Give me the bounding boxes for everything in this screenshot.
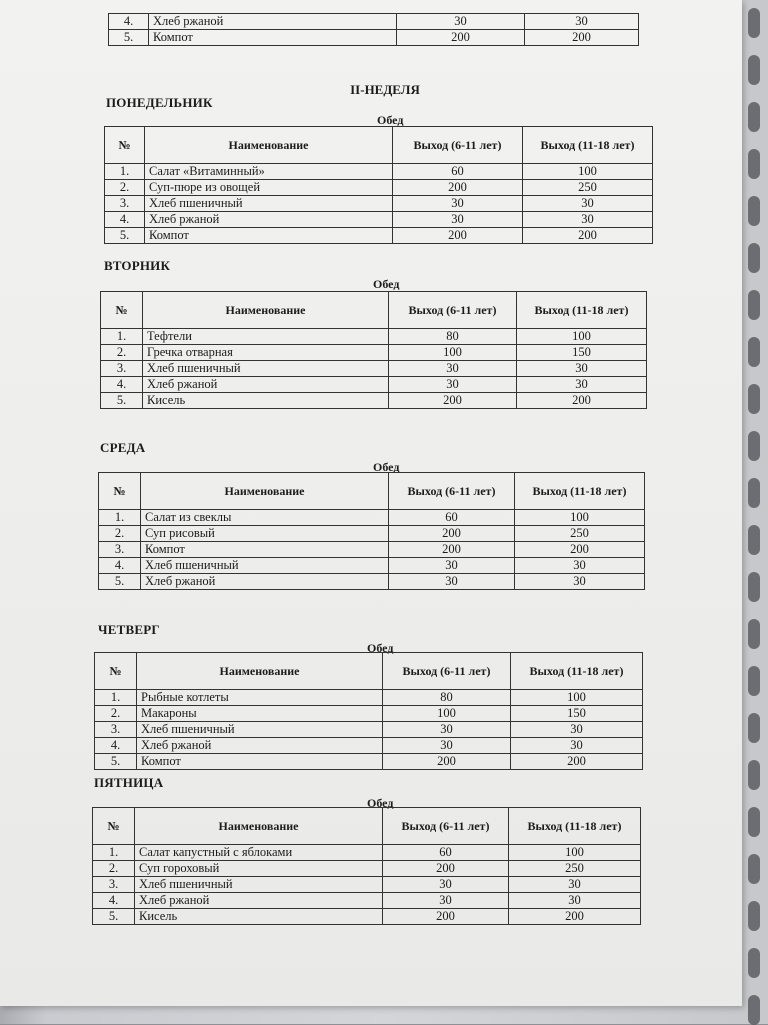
dish-name: Салат капустный с яблоками — [135, 845, 383, 861]
binder-hole — [748, 666, 760, 696]
portion-6-11: 30 — [383, 722, 511, 738]
table-row — [95, 738, 643, 754]
row-number: 2. — [105, 180, 145, 196]
dish-name: Хлеб пшеничный — [135, 877, 383, 893]
row-number: 2. — [101, 345, 143, 361]
binder-hole — [748, 55, 760, 85]
portion-6-11: 200 — [393, 180, 523, 196]
binder-hole — [748, 948, 760, 978]
binder-hole — [748, 243, 760, 273]
week-title: II-НЕДЕЛЯ — [350, 82, 420, 97]
portion-6-11: 200 — [383, 861, 509, 877]
dish-name: Хлеб ржаной — [143, 377, 389, 393]
binder-hole — [748, 149, 760, 179]
portion-6-11: 30 — [393, 212, 523, 228]
header-number: № — [105, 127, 145, 164]
header-row — [95, 653, 643, 690]
meal-label: Обед — [377, 113, 404, 127]
binder-hole — [748, 901, 760, 931]
portion-11-18: 30 — [511, 738, 643, 754]
header-number: № — [95, 653, 137, 690]
menu-table — [104, 126, 653, 244]
binder-hole — [748, 290, 760, 320]
row-number: 3. — [99, 542, 141, 558]
menu-table — [98, 472, 645, 590]
dish-name: Кисель — [135, 909, 383, 925]
dish-name: Компот — [137, 754, 383, 770]
table-row — [101, 345, 647, 361]
portion-6-11: 80 — [389, 329, 517, 345]
portion-6-11: 30 — [389, 574, 515, 590]
row-number: 1. — [101, 329, 143, 345]
portion-11-18: 250 — [523, 180, 653, 196]
row-number: 4. — [99, 558, 141, 574]
binder-hole — [748, 102, 760, 132]
header-number: № — [99, 473, 141, 510]
table-row — [101, 393, 647, 409]
day-heading: ПОНЕДЕЛЬНИК — [106, 95, 213, 110]
table-row — [105, 180, 653, 196]
header-portion-11-18: Выход (11-18 лет) — [515, 473, 645, 510]
table-row — [101, 377, 647, 393]
binder-hole — [748, 478, 760, 508]
portion-11-18: 30 — [515, 574, 645, 590]
dish-name: Суп рисовый — [141, 526, 389, 542]
portion-6-11: 30 — [383, 738, 511, 754]
row-number: 5. — [95, 754, 137, 770]
portion-11-18: 30 — [517, 377, 647, 393]
table-row — [105, 164, 653, 180]
day-heading: ПЯТНИЦА — [94, 775, 164, 790]
table-row — [101, 361, 647, 377]
portion-11-18: 100 — [517, 329, 647, 345]
table-row — [105, 212, 653, 228]
dish-name: Хлеб пшеничный — [143, 361, 389, 377]
row-number: 1. — [105, 164, 145, 180]
header-row — [105, 127, 653, 164]
binder-holes — [746, 0, 764, 1024]
row-number: 3. — [93, 877, 135, 893]
portion-6-11: 60 — [393, 164, 523, 180]
dish-name: Кисель — [143, 393, 389, 409]
table-row — [101, 329, 647, 345]
dish-name: Тефтели — [143, 329, 389, 345]
binder-hole — [748, 196, 760, 226]
dish-name: Хлеб ржаной — [137, 738, 383, 754]
portion-11-18: 30 — [523, 212, 653, 228]
menu-table — [92, 807, 641, 925]
dish-name: Хлеб ржаной — [149, 14, 397, 30]
binder-hole — [748, 525, 760, 555]
header-name: Наименование — [141, 473, 389, 510]
dish-name: Хлеб ржаной — [135, 893, 383, 909]
dish-name: Хлеб пшеничный — [141, 558, 389, 574]
table-row — [105, 228, 653, 244]
dish-name: Салат «Витаминный» — [145, 164, 393, 180]
portion-11-18: 30 — [509, 877, 641, 893]
row-number: 2. — [93, 861, 135, 877]
binder-hole — [748, 431, 760, 461]
row-number: 4. — [93, 893, 135, 909]
portion-11-18: 100 — [509, 845, 641, 861]
row-number: 2. — [95, 706, 137, 722]
row-number: 4. — [95, 738, 137, 754]
row-number: 5. — [109, 30, 149, 46]
portion-11-18: 200 — [517, 393, 647, 409]
portion-6-11: 60 — [389, 510, 515, 526]
portion-6-11: 30 — [383, 893, 509, 909]
table-row — [99, 574, 645, 590]
header-portion-11-18: Выход (11-18 лет) — [523, 127, 653, 164]
portion-11-18: 30 — [517, 361, 647, 377]
dish-name: Рыбные котлеты — [137, 690, 383, 706]
table-row — [93, 909, 641, 925]
portion-6-11: 30 — [397, 14, 525, 30]
row-number: 2. — [99, 526, 141, 542]
row-number: 3. — [105, 196, 145, 212]
binder-hole — [748, 713, 760, 743]
binder-hole — [748, 854, 760, 884]
table-row — [109, 14, 639, 30]
header-row — [99, 473, 645, 510]
header-number: № — [93, 808, 135, 845]
dish-name: Гречка отварная — [143, 345, 389, 361]
portion-11-18: 30 — [525, 14, 639, 30]
portion-11-18: 100 — [511, 690, 643, 706]
table-row — [95, 722, 643, 738]
table-row — [93, 877, 641, 893]
binder-hole — [748, 337, 760, 367]
meal-label: Обед — [373, 277, 400, 291]
portion-11-18: 200 — [525, 30, 639, 46]
header-portion-11-18: Выход (11-18 лет) — [509, 808, 641, 845]
row-number: 4. — [101, 377, 143, 393]
dish-name: Хлеб ржаной — [141, 574, 389, 590]
header-portion-6-11: Выход (6-11 лет) — [393, 127, 523, 164]
portion-11-18: 200 — [523, 228, 653, 244]
table-row — [99, 542, 645, 558]
portion-11-18: 250 — [509, 861, 641, 877]
meal-label: Обед — [367, 641, 394, 655]
portion-11-18: 150 — [511, 706, 643, 722]
header-row — [93, 808, 641, 845]
table-row — [95, 690, 643, 706]
portion-6-11: 80 — [383, 690, 511, 706]
dish-name: Хлеб пшеничный — [137, 722, 383, 738]
portion-11-18: 200 — [511, 754, 643, 770]
dish-name: Суп гороховый — [135, 861, 383, 877]
row-number: 5. — [101, 393, 143, 409]
header-name: Наименование — [145, 127, 393, 164]
day-heading: ВТОРНИК — [104, 258, 171, 273]
binder-hole — [748, 384, 760, 414]
menu-table — [100, 291, 647, 409]
portion-6-11: 100 — [389, 345, 517, 361]
meal-label: Обед — [373, 460, 400, 474]
portion-11-18: 100 — [523, 164, 653, 180]
header-portion-6-11: Выход (6-11 лет) — [383, 653, 511, 690]
table-row — [95, 706, 643, 722]
header-name: Наименование — [137, 653, 383, 690]
dish-name: Компот — [145, 228, 393, 244]
table-row — [105, 196, 653, 212]
meal-label: Обед — [367, 796, 394, 810]
header-portion-11-18: Выход (11-18 лет) — [517, 292, 647, 329]
header-portion-11-18: Выход (11-18 лет) — [511, 653, 643, 690]
table-row — [99, 558, 645, 574]
portion-11-18: 200 — [509, 909, 641, 925]
portion-6-11: 30 — [393, 196, 523, 212]
portion-11-18: 30 — [511, 722, 643, 738]
day-heading: ЧЕТВЕРГ — [98, 622, 160, 637]
binder-hole — [748, 995, 760, 1025]
table-row — [95, 754, 643, 770]
portion-6-11: 60 — [383, 845, 509, 861]
row-number: 3. — [101, 361, 143, 377]
table-row — [109, 30, 639, 46]
portion-11-18: 250 — [515, 526, 645, 542]
dish-name: Салат из свеклы — [141, 510, 389, 526]
dish-name: Суп-пюре из овощей — [145, 180, 393, 196]
header-portion-6-11: Выход (6-11 лет) — [389, 292, 517, 329]
dish-name: Компот — [141, 542, 389, 558]
row-number: 5. — [105, 228, 145, 244]
binder-hole — [748, 760, 760, 790]
portion-6-11: 200 — [389, 542, 515, 558]
header-row — [101, 292, 647, 329]
portion-6-11: 200 — [389, 393, 517, 409]
table-row — [93, 861, 641, 877]
dish-name: Хлеб ржаной — [145, 212, 393, 228]
binder-hole — [748, 807, 760, 837]
portion-6-11: 200 — [393, 228, 523, 244]
header-portion-6-11: Выход (6-11 лет) — [389, 473, 515, 510]
menu-table — [94, 652, 643, 770]
header-name: Наименование — [135, 808, 383, 845]
table-row — [99, 510, 645, 526]
header-number: № — [101, 292, 143, 329]
row-number: 5. — [93, 909, 135, 925]
row-number: 1. — [99, 510, 141, 526]
portion-6-11: 200 — [383, 909, 509, 925]
portion-11-18: 30 — [523, 196, 653, 212]
portion-6-11: 100 — [383, 706, 511, 722]
portion-6-11: 200 — [389, 526, 515, 542]
row-number: 4. — [105, 212, 145, 228]
binder-hole — [748, 8, 760, 38]
table-row — [93, 845, 641, 861]
dish-name: Хлеб пшеничный — [145, 196, 393, 212]
row-number: 3. — [95, 722, 137, 738]
header-portion-6-11: Выход (6-11 лет) — [383, 808, 509, 845]
portion-11-18: 30 — [515, 558, 645, 574]
row-number: 1. — [93, 845, 135, 861]
row-number: 5. — [99, 574, 141, 590]
binder-hole — [748, 619, 760, 649]
portion-6-11: 30 — [389, 377, 517, 393]
dish-name: Компот — [149, 30, 397, 46]
header-name: Наименование — [143, 292, 389, 329]
portion-11-18: 150 — [517, 345, 647, 361]
portion-6-11: 30 — [389, 361, 517, 377]
portion-11-18: 30 — [509, 893, 641, 909]
portion-6-11: 30 — [389, 558, 515, 574]
binder-hole — [748, 572, 760, 602]
portion-11-18: 100 — [515, 510, 645, 526]
portion-6-11: 200 — [383, 754, 511, 770]
table-row — [93, 893, 641, 909]
portion-6-11: 200 — [397, 30, 525, 46]
dish-name: Макароны — [137, 706, 383, 722]
day-heading: СРЕДА — [100, 440, 146, 455]
row-number: 4. — [109, 14, 149, 30]
row-number: 1. — [95, 690, 137, 706]
table-row — [99, 526, 645, 542]
portion-11-18: 200 — [515, 542, 645, 558]
top-carryover-table — [108, 13, 639, 46]
portion-6-11: 30 — [383, 877, 509, 893]
